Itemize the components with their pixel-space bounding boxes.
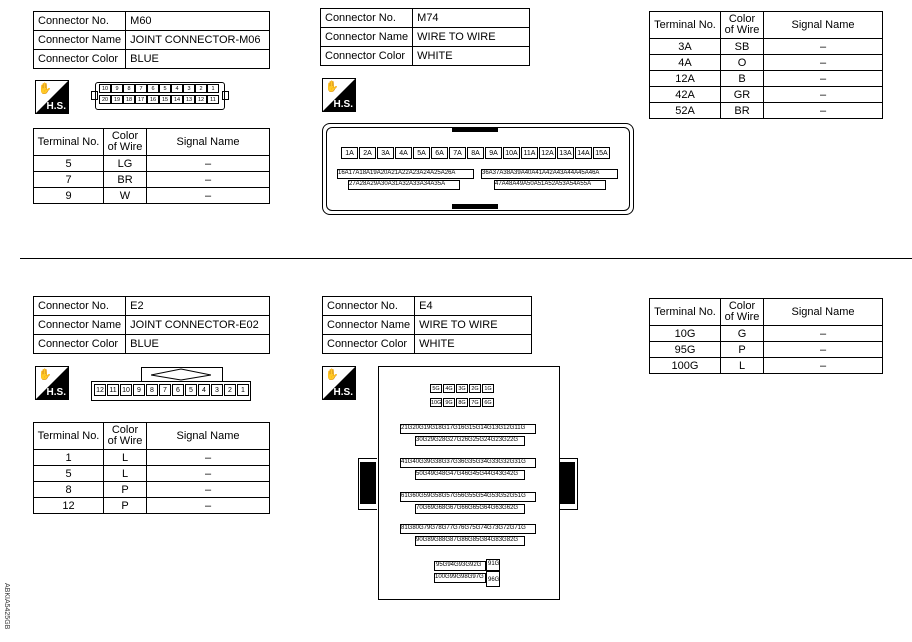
signal-name: – <box>147 172 270 188</box>
col-signal: Signal Name <box>764 299 883 326</box>
signal-name: – <box>764 55 883 71</box>
pin-cell: 3 <box>211 384 223 396</box>
pin-cell: 2 <box>195 84 207 93</box>
wire-color: W <box>104 188 147 204</box>
col-color: Color of Wire <box>721 12 764 39</box>
info-value: WIRE TO WIRE <box>415 316 532 335</box>
pin-cell: 1G <box>482 384 494 393</box>
terminal-no: 5 <box>34 156 104 172</box>
pin-cell: 15 <box>159 95 171 104</box>
info-value: M74 <box>413 9 530 28</box>
pin-cell: 6G <box>482 398 494 407</box>
pin-cell: 11 <box>207 95 219 104</box>
info-value: E4 <box>415 297 532 316</box>
pin-row <box>415 436 525 446</box>
terminal-no: 42A <box>650 87 721 103</box>
pin-cell: 6 <box>172 384 184 396</box>
e2-connector-face <box>91 367 251 401</box>
pin-cell: 7 <box>159 384 171 396</box>
info-value: E2 <box>126 297 270 316</box>
wire-color: SB <box>721 39 764 55</box>
pin-cell: 13 <box>183 95 195 104</box>
info-label: Connector Name <box>34 316 126 335</box>
pin-cell: 19 <box>111 95 123 104</box>
info-label: Connector Name <box>34 31 126 50</box>
pin-cell: 17 <box>135 95 147 104</box>
pin-cell: 6A <box>431 147 448 159</box>
m74-info-table <box>320 8 530 66</box>
table-row <box>650 87 883 103</box>
pin-cell: 2G <box>469 384 481 393</box>
pin-cell: 1 <box>237 384 249 396</box>
signal-name: – <box>764 71 883 87</box>
signal-name: – <box>147 466 270 482</box>
e4-bot-side2 <box>486 571 500 587</box>
pin-row-text: 95G94G93G92G <box>436 562 482 568</box>
col-signal: Signal Name <box>764 12 883 39</box>
hs-icon <box>35 366 69 400</box>
table-row <box>34 156 270 172</box>
pin-cell: 5G <box>430 384 442 393</box>
pin-cell: 14A <box>575 147 592 159</box>
pin-row-text: 21G20G19G18G17G16G15G14G13G12G11G <box>401 425 526 431</box>
pin-cell: 12 <box>94 384 106 396</box>
signal-name: – <box>764 326 883 342</box>
pin-row <box>400 424 536 434</box>
pin-cell: 5 <box>185 384 197 396</box>
info-value: M60 <box>126 12 270 31</box>
info-value: WHITE <box>413 47 530 66</box>
pin-row-text: 81G80G79G78G77G76G75G74G73G72G71G <box>401 525 526 531</box>
table-row <box>34 482 270 498</box>
pin-cell: 16 <box>147 95 159 104</box>
table-row <box>650 358 883 374</box>
pin-cell: 8G <box>456 398 468 407</box>
wire-color: GR <box>721 87 764 103</box>
latch-icon <box>151 368 211 381</box>
col-color: Color of Wire <box>104 129 147 156</box>
pin-row-text: 36A37A38A39A40A41A42A43A44A45A46A <box>482 170 600 176</box>
wire-color: B <box>721 71 764 87</box>
signal-name: – <box>764 342 883 358</box>
terminal-no: 52A <box>650 103 721 119</box>
e4-bot-row2 <box>434 573 486 583</box>
terminal-no: 12 <box>34 498 104 514</box>
table-row <box>650 326 883 342</box>
wire-color: O <box>721 55 764 71</box>
info-label: Connector Color <box>321 47 413 66</box>
signal-name: – <box>764 87 883 103</box>
pin-cell: 9 <box>111 84 123 93</box>
pin-cell: 6 <box>147 84 159 93</box>
hs-label: H.S. <box>333 99 353 110</box>
pin-cell: 1 <box>207 84 219 93</box>
section-divider <box>20 258 912 259</box>
hand-icon: ✋ <box>325 369 339 381</box>
pin-cell: 7A <box>449 147 466 159</box>
info-label: Connector No. <box>323 297 415 316</box>
wire-color: LG <box>104 156 147 172</box>
info-label: Connector Name <box>323 316 415 335</box>
pin-row-text: 96G <box>488 577 500 583</box>
pin-cell: 2A <box>359 147 376 159</box>
m60-connector-face <box>91 82 231 108</box>
wire-color: P <box>104 482 147 498</box>
m74-row2-right <box>481 169 618 179</box>
pin-row <box>400 524 536 534</box>
pin-row-text: 41G40G39G38G37G36G35G34G33G32G31G <box>401 459 526 465</box>
e4-info-table <box>322 296 532 354</box>
wire-color: L <box>721 358 764 374</box>
pin-cell: 4 <box>198 384 210 396</box>
pin-cell: 10 <box>99 84 111 93</box>
terminal-no: 1 <box>34 450 104 466</box>
info-value: JOINT CONNECTOR-E02 <box>126 316 270 335</box>
pin-cell: 15A <box>593 147 610 159</box>
m60-info-table <box>33 11 270 69</box>
terminal-no: 10G <box>650 326 721 342</box>
pin-cell: 4 <box>171 84 183 93</box>
info-value: BLUE <box>126 50 270 69</box>
m60-terminal-table <box>33 128 270 204</box>
wire-color: BR <box>721 103 764 119</box>
terminal-no: 12A <box>650 71 721 87</box>
info-value: JOINT CONNECTOR-M06 <box>126 31 270 50</box>
terminal-no: 9 <box>34 188 104 204</box>
info-value: WIRE TO WIRE <box>413 28 530 47</box>
hand-icon: ✋ <box>325 81 339 93</box>
hs-label: H.S. <box>46 101 66 112</box>
table-row <box>650 71 883 87</box>
pin-row-text: 30G29G28G27G26G25G24G23G22G <box>416 437 519 443</box>
col-color: Color of Wire <box>721 299 764 326</box>
table-row <box>650 103 883 119</box>
pin-cell: 10G <box>431 400 442 406</box>
pin-row-text: 16A17A18A19A20A21A22A23A24A25A26A <box>338 170 456 176</box>
wire-color: L <box>104 466 147 482</box>
col-terminal: Terminal No. <box>650 12 721 39</box>
pin-cell: 7 <box>135 84 147 93</box>
pin-row <box>400 458 536 468</box>
pin-cell: 3 <box>183 84 195 93</box>
pin-cell: 8 <box>123 84 135 93</box>
pin-row-text: 27A28A29A30A31A32A33A34A35A <box>349 181 446 187</box>
info-label: Connector No. <box>321 9 413 28</box>
col-signal: Signal Name <box>147 129 270 156</box>
signal-name: – <box>147 482 270 498</box>
info-label: Connector No. <box>34 12 126 31</box>
hs-icon <box>322 366 356 400</box>
pin-cell: 11A <box>521 147 538 159</box>
terminal-no: 3A <box>650 39 721 55</box>
col-signal: Signal Name <box>147 423 270 450</box>
pin-cell: 9A <box>485 147 502 159</box>
table-row <box>34 466 270 482</box>
table-row <box>650 342 883 358</box>
info-label: Connector Color <box>34 50 126 69</box>
info-label: Connector Name <box>321 28 413 47</box>
pin-cell: 5A <box>413 147 430 159</box>
table-row <box>650 39 883 55</box>
signal-name: – <box>147 450 270 466</box>
pin-cell: 18 <box>123 95 135 104</box>
pin-row-text: 50G49G48G47G46G45G44G43G42G <box>416 471 519 477</box>
info-value: WHITE <box>415 335 532 354</box>
pin-cell: 4A <box>395 147 412 159</box>
table-row <box>34 172 270 188</box>
hand-icon: ✋ <box>38 369 52 381</box>
terminal-no: 4A <box>650 55 721 71</box>
wire-color: G <box>721 326 764 342</box>
hand-icon: ✋ <box>38 83 52 95</box>
pin-cell: 8 <box>146 384 158 396</box>
wire-color: P <box>104 498 147 514</box>
terminal-no: 5 <box>34 466 104 482</box>
terminal-no: 8 <box>34 482 104 498</box>
pin-cell: 4G <box>443 384 455 393</box>
e4-bot-row1 <box>434 561 486 571</box>
table-row <box>34 188 270 204</box>
signal-name: – <box>764 103 883 119</box>
hs-label: H.S. <box>333 387 353 398</box>
pin-row <box>400 492 536 502</box>
terminal-no: 95G <box>650 342 721 358</box>
hs-icon <box>322 78 356 112</box>
pin-row-text: 47A48A49A50A51A52A53A54A55A <box>495 181 592 187</box>
pin-row-text: 91G <box>488 561 500 567</box>
m74-row3-left <box>348 180 460 190</box>
signal-name: – <box>147 156 270 172</box>
pin-cell: 3G <box>456 384 468 393</box>
wire-color: P <box>721 342 764 358</box>
pin-cell: 10A <box>503 147 520 159</box>
m74-connector-face <box>322 123 634 215</box>
e2-info-table <box>33 296 270 354</box>
terminal-no: 100G <box>650 358 721 374</box>
pin-cell: 9 <box>133 384 145 396</box>
pin-cell: 3A <box>377 147 394 159</box>
pin-cell: 20 <box>99 95 111 104</box>
pin-cell: 13A <box>557 147 574 159</box>
pin-cell: 5 <box>159 84 171 93</box>
wire-color: BR <box>104 172 147 188</box>
signal-name: – <box>764 39 883 55</box>
m74-row2-left <box>337 169 474 179</box>
info-label: Connector Color <box>323 335 415 354</box>
pin-cell: 2 <box>224 384 236 396</box>
pin-cell: 12 <box>195 95 207 104</box>
pin-row <box>415 504 525 514</box>
info-label: Connector Color <box>34 335 126 354</box>
signal-name: – <box>147 188 270 204</box>
pin-cell: 12A <box>539 147 556 159</box>
pin-cell: 10 <box>120 384 132 396</box>
pin-row-text: 90G89G88G87G86G85G84G83G82G <box>416 537 519 543</box>
info-value: BLUE <box>126 335 270 354</box>
figure-code: ABKIA5425GB <box>3 583 10 630</box>
m74-terminal-table <box>649 11 883 119</box>
wire-color: L <box>104 450 147 466</box>
e2-terminal-table <box>33 422 270 514</box>
pin-cell: 8A <box>467 147 484 159</box>
pin-row-text: 70G69G68G67G66G65G64G63G62G <box>416 505 519 511</box>
info-label: Connector No. <box>34 297 126 316</box>
m74-row3-right <box>494 180 606 190</box>
pin-cell: 14 <box>171 95 183 104</box>
pin-cell: 9G <box>443 398 455 407</box>
signal-name: – <box>764 358 883 374</box>
pin-row <box>415 536 525 546</box>
pin-row-text: 61G60G59G58G57G56G55G54G53G52G51G <box>401 493 526 499</box>
pin-row-text: 100G99G98G97G <box>435 574 484 580</box>
e4-connector-face <box>358 366 580 602</box>
col-terminal: Terminal No. <box>34 129 104 156</box>
col-color: Color of Wire <box>104 423 147 450</box>
table-row <box>650 55 883 71</box>
col-terminal: Terminal No. <box>34 423 104 450</box>
e4-terminal-table <box>649 298 883 374</box>
hs-icon <box>35 80 69 114</box>
pin-cell: 1A <box>341 147 358 159</box>
pin-row <box>415 470 525 480</box>
table-row <box>34 498 270 514</box>
col-terminal: Terminal No. <box>650 299 721 326</box>
pin-cell: 7G <box>469 398 481 407</box>
pin-cell: 11 <box>107 384 119 396</box>
e4-bot-side1 <box>486 559 500 571</box>
table-row <box>34 450 270 466</box>
terminal-no: 7 <box>34 172 104 188</box>
signal-name: – <box>147 498 270 514</box>
hs-label: H.S. <box>46 387 66 398</box>
